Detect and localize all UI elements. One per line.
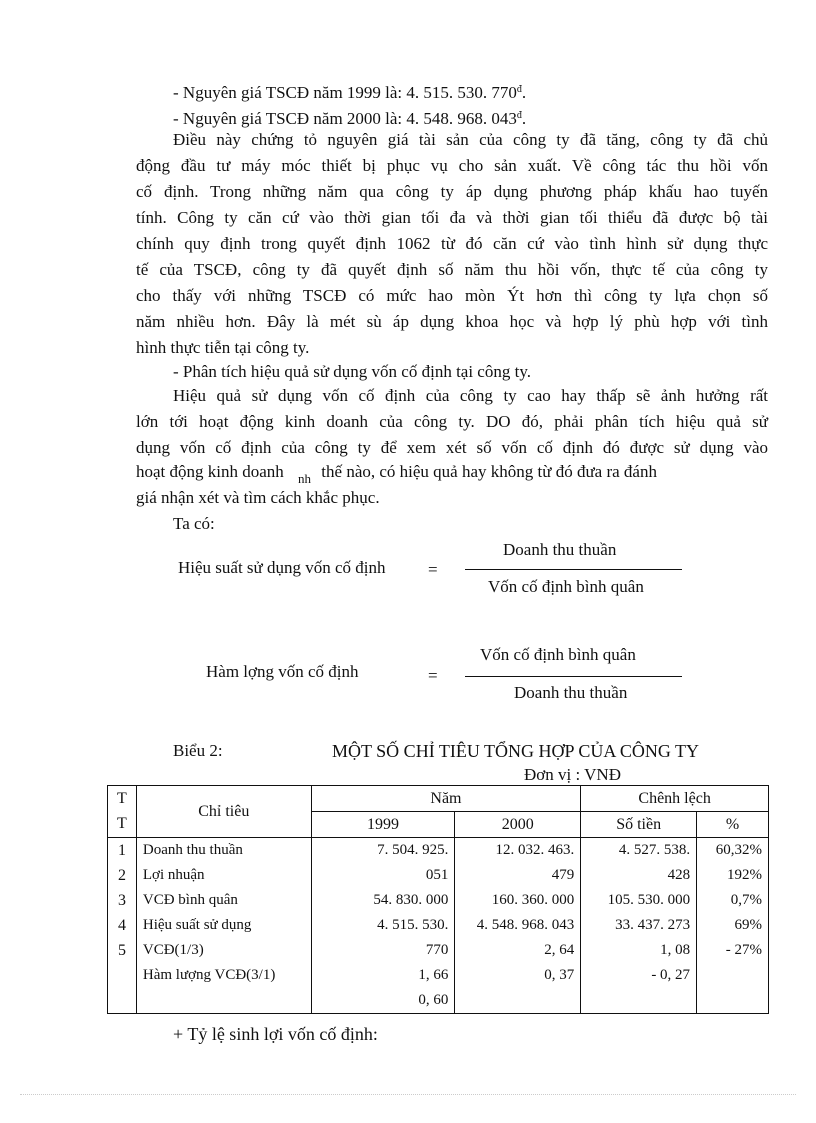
tt-cell: 4 (117, 917, 126, 934)
y1999-cell: 54. 830. 000 (373, 892, 449, 908)
pct-column (697, 838, 769, 1014)
paragraph-3-line-7: cho thấy với những TSCĐ có mức hao mòn Ýt hơn thì công ty lựa chọn số (136, 286, 768, 305)
so-tien-cell: 105. 530. 000 (607, 892, 691, 908)
paragraph-5-line-2: lớn tới hoạt động kinh doanh của công ty. DO đó, phải phân tích hiệu quả sử (136, 412, 768, 431)
header-nam: Năm (311, 786, 581, 812)
chi-tieu-cell: Doanh thu thuần (142, 842, 243, 858)
header-2000: 2000 (455, 812, 581, 838)
paragraph-4: - Phân tích hiệu quả sử dụng vốn cố định tại công ty. (173, 362, 531, 381)
so-tien-cell: 428 (667, 867, 691, 883)
ty-le-sinh-loi-heading: + Tỷ lệ sinh lợi vốn cố định: (173, 1024, 378, 1044)
formula-1-label: Hiệu suất sử dụng vốn cố định (178, 558, 386, 577)
formula-1-equals: = (428, 560, 438, 579)
formula-2-fraction-bar (465, 676, 682, 677)
table-title: MỘT SỐ CHỈ TIÊU TỔNG HỢP CỦA CÔNG TY (332, 741, 700, 761)
tt-cell: 2 (117, 867, 126, 884)
y1999-cell: 1, 66 (418, 967, 449, 983)
so-tien-cell: 4. 527. 538. (618, 842, 691, 858)
chi-tieu-column (136, 838, 311, 1014)
paragraph-5-line-3: dụng vốn cố định của công ty để xem xét số vốn cố định đó được sử dụng vào (136, 438, 768, 457)
formula-2-denominator: Doanh thu thuần (514, 683, 628, 702)
y1999-cell: 051 (425, 867, 449, 883)
paragraph-line-2: - Nguyên giá TSCĐ năm 2000 là: 4. 548. 968. $043^đ$. (173, 109, 527, 128)
y1999-cell: 4. 515. 530. (377, 917, 449, 933)
header-pct: % (697, 812, 769, 838)
pct-cell: 60,32% (715, 842, 762, 858)
formula-2-label: Hàm lợng vốn cố định (206, 662, 359, 681)
table-label: Biểu 2: (173, 741, 223, 760)
pct-cell: 192% (727, 867, 762, 883)
so-tien-cell: - 0, 27 (651, 967, 691, 983)
table-unit: Đơn vị : VNĐ (524, 765, 621, 784)
paragraph-5-line-5: giá nhận xét và tìm cách khắc phục. (136, 488, 380, 507)
formula-2-numerator: Vốn cố định bình quân (480, 645, 636, 664)
y2000-cell: 479 (551, 867, 575, 883)
chi-tieu-cell: Hiệu suất sử dụng (142, 917, 252, 933)
summary-table (107, 785, 769, 1014)
pct-cell: 0,7% (730, 892, 762, 908)
y1999-cell: 770 (425, 942, 449, 958)
pct-cell: 69% (734, 917, 762, 933)
chi-tieu-cell: VCĐ(1/3) (142, 942, 204, 958)
formula-1-numerator: Doanh thu thuần (503, 540, 617, 559)
paragraph-5-line-1: Hiệu quả sử dụng vốn cố định của công ty cao hay thấp sẽ ảnh hưởng rất (173, 386, 768, 405)
paragraph-line-1: - Nguyên giá TSCĐ năm 1999 là: 4. 515. 530. $770^đ$. (173, 83, 527, 102)
header-so-tien: Số tiền (581, 812, 697, 838)
header-1999: 1999 (311, 812, 455, 838)
y2000-cell: 4. 548. 968. 043 (476, 917, 575, 933)
tt-cell: 5 (117, 942, 126, 959)
tt-cell: 1 (117, 842, 126, 859)
pct-cell: - 27% (725, 942, 762, 958)
paragraph-3-line-4: tính. Công ty căn cứ vào thời gian tối đa và thời gian tối thiểu đã được bộ tài (136, 208, 768, 227)
paragraph-3-line-3: cố định. Trong những năm qua công ty áp dụng phương pháp khấu hao tuyến (136, 182, 768, 201)
so-tien-cell: 33. 437. 273 (615, 917, 691, 933)
paragraph-3-line-6: tế của TSCĐ, công ty đã quyết định số năm thu hồi vốn, thực tế của công ty (136, 260, 768, 279)
y1999-cell: 0, 60 (418, 992, 449, 1008)
y2000-cell: 160. 360. 000 (491, 892, 575, 908)
page-bottom-edge (20, 1094, 796, 1095)
paragraph-5-line-4: hoạt động kinh doanh $_{nh}$ thế nào, có hiệu quả hay không từ đó đưa ra đánh (136, 462, 657, 486)
formula-1-fraction-bar (465, 569, 682, 570)
paragraph-3-line-5: chính quy định trong quyết định 1062 từ đó căn cứ vào tình hình sử dụng thực (136, 234, 768, 253)
y2000-column (455, 838, 581, 1014)
tt-cell: 3 (117, 892, 126, 909)
y2000-cell: 2, 64 (544, 942, 575, 958)
y2000-cell: 12. 032. 463. (495, 842, 575, 858)
formula-2-equals: = (428, 666, 438, 685)
header-tt-top: T (108, 786, 137, 812)
formula-1-denominator: Vốn cố định bình quân (488, 577, 644, 596)
table-row (108, 838, 769, 1014)
paragraph-3-line-9: hình thực tiễn tại công ty. (136, 338, 310, 357)
chi-tieu-cell: Lợi nhuận (142, 867, 205, 883)
so-tien-column (581, 838, 697, 1014)
ta-co-label: Ta có: (173, 514, 215, 533)
header-tt-bottom: T (108, 812, 137, 838)
paragraph-3-line-8: năm nhiều hơn. Đây là mét sù áp dụng khoa học và hợp lý phù hợp với tình (136, 312, 768, 331)
tt-column (108, 838, 137, 1014)
paragraph-3-line-2: động đầu tư máy móc thiết bị phục vụ cho sản xuất. Về công tác thu hồi vốn (136, 156, 768, 175)
y1999-column (311, 838, 455, 1014)
header-chi-tieu: Chỉ tiêu (136, 786, 311, 838)
paragraph-3-line-1: Điều này chứng tỏ nguyên giá tài sản của công ty đã tăng, công ty đã chủ (173, 130, 768, 149)
y2000-cell: 0, 37 (544, 967, 575, 983)
y1999-cell: 7. 504. 925. (377, 842, 449, 858)
so-tien-cell: 1, 08 (660, 942, 691, 958)
header-chenh-lech: Chênh lệch (581, 786, 769, 812)
chi-tieu-cell: VCĐ bình quân (142, 892, 238, 908)
chi-tieu-cell: Hàm lượng VCĐ(3/1) (142, 967, 276, 983)
